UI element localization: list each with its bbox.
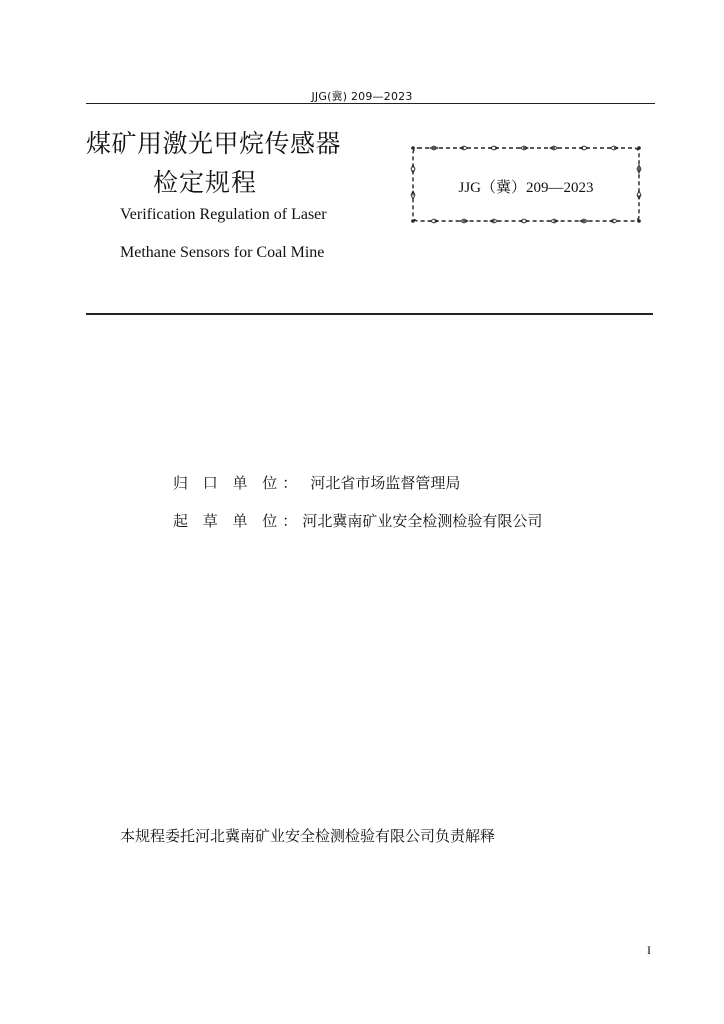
drafting-unit-label: 起 草 单 位： [173,512,303,530]
running-header: JJG(冀) 209—2023 [311,90,413,103]
regulation-code: JJG（冀）209—2023 [458,180,594,196]
title-divider [86,313,653,315]
responsible-unit-row [173,472,460,493]
chinese-title-line-1: 煤矿用激光甲烷传感器 [86,129,342,158]
page-number: I [647,943,651,957]
interpretation-statement: 本规程委托河北冀南矿业安全检测检验有限公司负责解释 [120,827,496,845]
regulation-code-box [410,145,642,224]
responsible-unit-value: 河北省市场监督管理局 [310,474,461,492]
english-title-line-1: Verification Regulation of Laser [120,206,327,223]
header-divider [86,103,655,104]
drafting-unit-value: 河北冀南矿业安全检测检验有限公司 [302,512,543,530]
english-title-line-2: Methane Sensors for Coal Mine [120,244,325,261]
drafting-unit-row [173,510,542,531]
responsible-unit-label: 归 口 单 位： [173,474,303,492]
chinese-title-line-2: 检定规程 [153,168,258,197]
